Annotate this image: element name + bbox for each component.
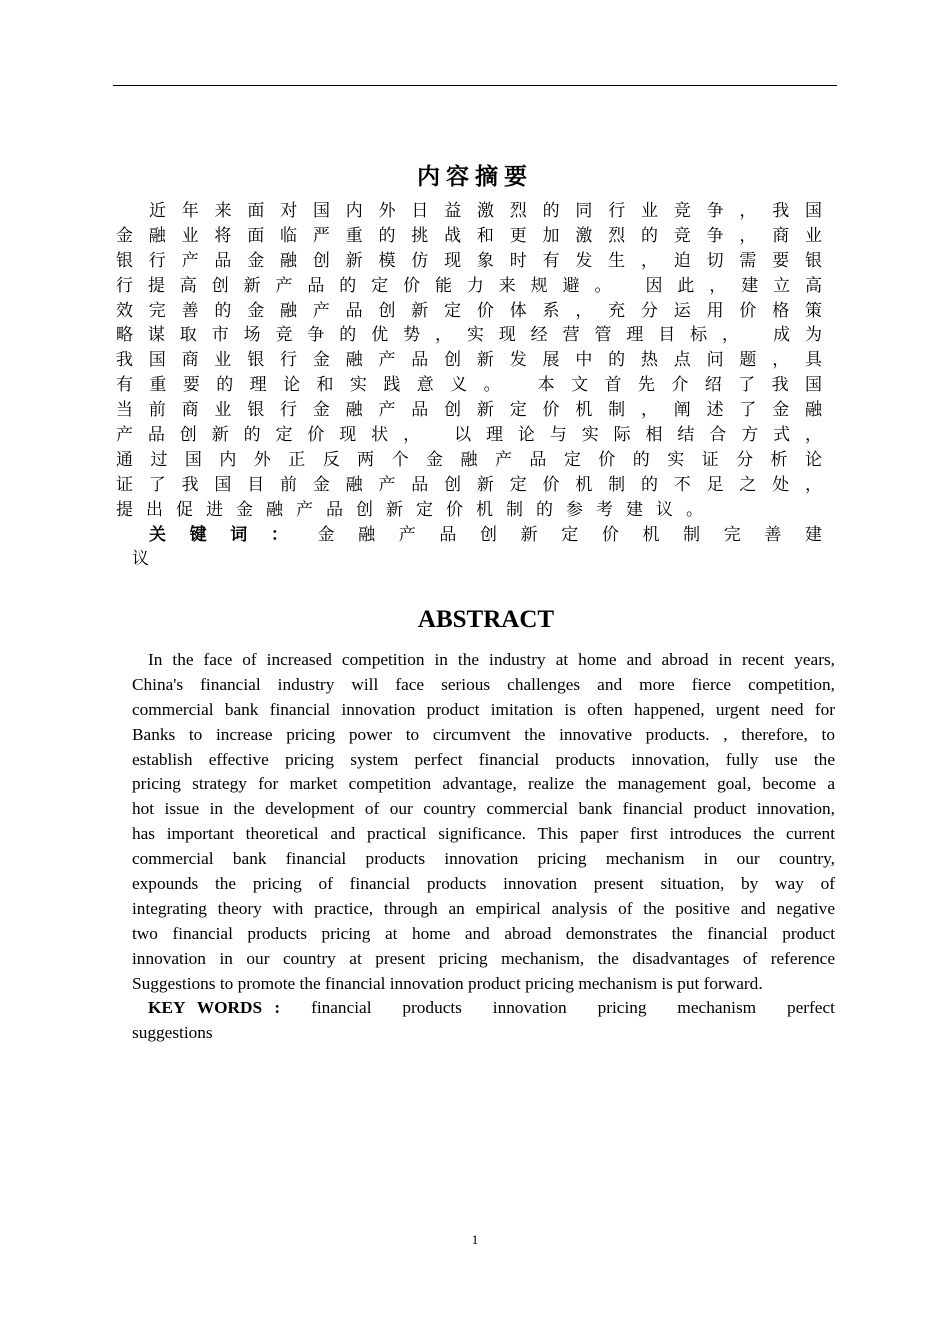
chinese-text-line: 银行产品金融创新模仿现象时有发生，迫切需要银	[116, 250, 822, 270]
keyword: 定价机制	[561, 524, 724, 544]
page-number: 1	[471, 1232, 479, 1247]
english-text-line: commercial bank financial innovation product imitation is often happened, urgent need for	[132, 699, 835, 719]
english-text-line: pricing strategy for market competition advantage, realize the management goal, become a	[132, 774, 835, 794]
chinese-text-line: 我国商业银行金融产品创新发展中的热点问题，具	[116, 350, 822, 370]
english-text-line: innovation in our country at present pricing mechanism, the disadvantages of reference	[132, 948, 835, 968]
english-text-line: Banks to increase pricing power to circumvent the innovative products. , therefore, to	[132, 724, 835, 744]
keyword: 完善	[723, 524, 805, 544]
chinese-text-line: 证了我国目前金融产品创新定价机制的不足之处，	[116, 474, 822, 494]
english-abstract-body	[132, 648, 835, 1046]
english-text-line: integrating theory with practice, through an empirical analysis of the positive and negative	[132, 898, 835, 918]
keywords-label: KEY WORDS :	[148, 998, 281, 1018]
keyword: mechanism	[677, 998, 757, 1018]
keyword: 金融产品创新	[317, 524, 562, 544]
english-text-line: hot issue in the development of our country commercial bank financial product innovation,	[132, 799, 835, 819]
english-text-line: commercial bank financial products innovation pricing mechanism in our country,	[132, 849, 835, 869]
keywords-label: 关键词：	[149, 524, 312, 544]
english-text-line: expounds the pricing of financial products innovation present situation, by way of	[132, 874, 835, 894]
keyword: pricing	[597, 998, 647, 1018]
english-text-line: China's financial industry will face serious challenges and more fierce competition,	[132, 674, 835, 694]
chinese-keywords-line	[116, 523, 822, 548]
chinese-text-line: 产品创新的定价现状， 以理论与实际相结合方式，	[116, 425, 822, 445]
chinese-text-line: 效完善的金融产品创新定价体系，充分运用价格策	[116, 300, 822, 320]
keyword-continuation: suggestions	[132, 1023, 213, 1043]
chinese-text-line: 当前商业银行金融产品创新定价机制，阐述了金融	[116, 400, 822, 420]
english-keywords-line	[132, 996, 835, 1021]
keyword-continuation: 议	[132, 549, 149, 569]
english-text-line: has important theoretical and practical significance. This paper first introduces the current	[132, 824, 835, 844]
keyword: products	[402, 998, 462, 1018]
english-text-line: establish effective pricing system perfect financial products innovation, fully use the	[132, 749, 835, 769]
english-text-line: two financial products pricing at home and abroad demonstrates the financial product	[132, 923, 835, 943]
chinese-text-line: 有重要的理论和实践意义。 本文首先介绍了我国	[116, 375, 822, 395]
chinese-text-line: 略谋取市场竞争的优势，实现经营管理目标， 成为	[116, 325, 822, 345]
keyword: financial	[311, 998, 372, 1018]
chinese-text-line: 金融业将面临严重的挑战和更加激烈的竞争，商业	[116, 225, 822, 245]
keyword: perfect	[786, 998, 835, 1018]
chinese-abstract-title: 内容摘要	[417, 164, 533, 189]
keyword: 建	[805, 524, 822, 544]
english-text-line: In the face of increased competition in the industry at home and abroad in recent years,	[148, 650, 835, 669]
header-rule	[113, 85, 837, 86]
chinese-abstract-body	[116, 199, 822, 572]
english-abstract-title: ABSTRACT	[417, 606, 555, 633]
english-text-line: Suggestions to promote the financial innovation product pricing mechanism is put forward.	[132, 973, 763, 993]
chinese-text-line: 近年来面对国内外日益激烈的同行业竞争，我国	[149, 201, 822, 220]
chinese-text-line: 行提高创新产品的定价能力来规避。 因此，建立高	[116, 275, 822, 295]
chinese-text-line: 提出促进金融产品创新定价机制的参考建议。	[116, 499, 716, 519]
chinese-text-line: 通过国内外正反两个金融产品定价的实证分析论	[116, 449, 822, 469]
keyword: innovation	[492, 998, 567, 1018]
